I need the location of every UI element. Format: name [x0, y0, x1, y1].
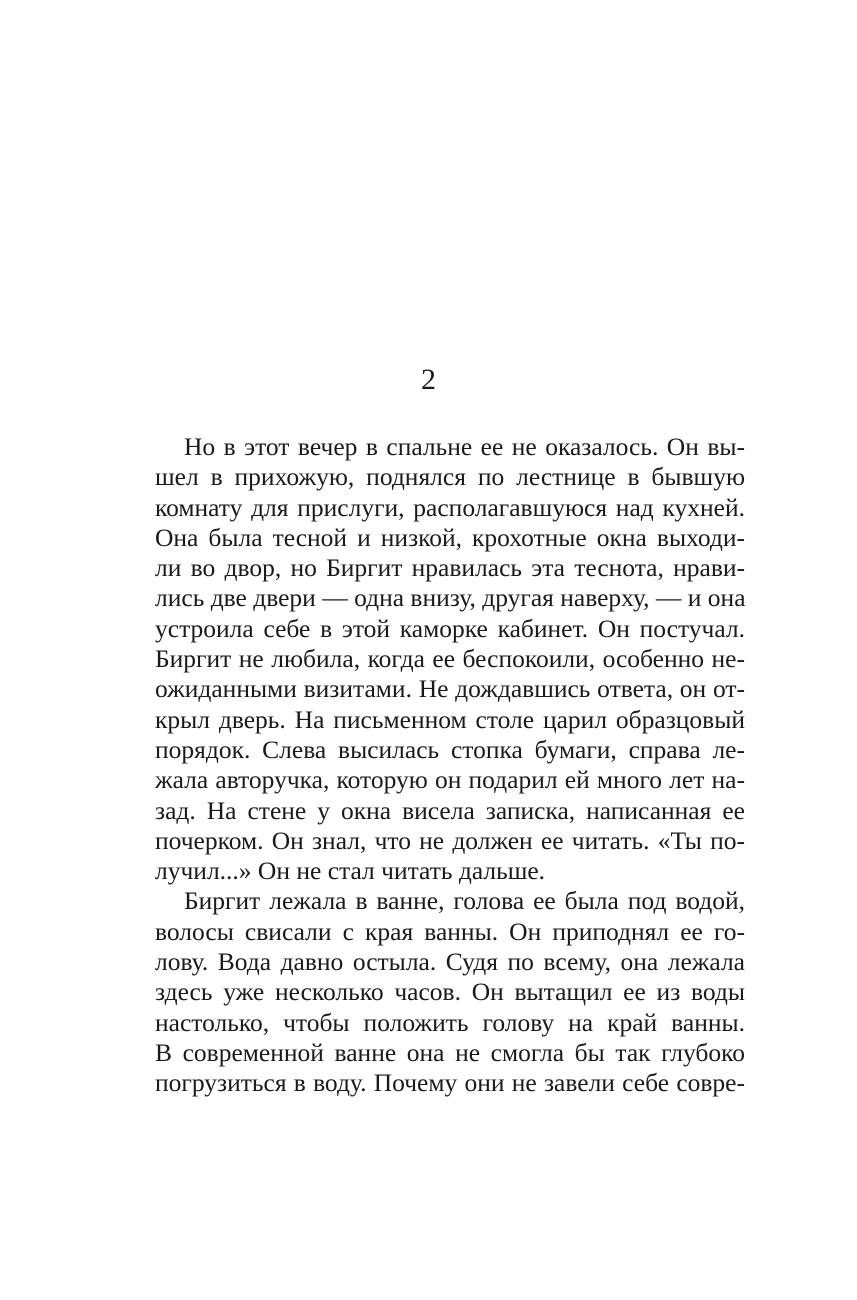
text-line: Она была тесной и низкой, крохотные окна выходи-	[155, 522, 745, 552]
text-line: В современной ванне она не смогла бы так глубоко	[155, 1037, 745, 1067]
text-line: ожиданными визитами. Не дождавшись ответа, он от-	[155, 674, 745, 704]
text-line: волосы свисали с края ванны. Он приподнял ее го-	[155, 916, 745, 946]
text-line: Биргит не любила, когда ее беспокоили, особенно не-	[155, 644, 745, 674]
paragraph	[155, 432, 745, 886]
text-line: лучил...» Он не стал читать дальше.	[155, 856, 546, 886]
text-line: шел в прихожую, поднялся по лестнице в бывшую	[155, 462, 745, 492]
text-line: почерком. Он знал, что не должен ее читать. «Ты по-	[155, 825, 745, 855]
text-line: устроила себе в этой каморке кабинет. Он постучал.	[155, 613, 745, 643]
body-text	[155, 432, 745, 1099]
text-line: крыл дверь. На письменном столе царил образцовый	[155, 704, 745, 734]
text-line: лись две двери — одна внизу, другая наверху, — и она	[155, 583, 746, 613]
paragraph	[155, 886, 745, 1098]
text-line: настолько, чтобы положить голову на край ванны.	[155, 1007, 745, 1037]
text-line: лову. Вода давно остыла. Судя по всему, она лежала	[155, 947, 745, 977]
text-line: ли во двор, но Биргит нравилась эта теснота, нрави-	[155, 553, 745, 583]
text-line: Но в этот вечер в спальне ее не оказалось. Он вы-	[184, 432, 745, 461]
text-line: погрузиться в воду. Почему они не завели себе совре-	[155, 1068, 745, 1098]
text-line: комнату для прислуги, располагавшуюся над кухней.	[155, 492, 745, 522]
text-line: зад. На стене у окна висела записка, написанная ее	[155, 795, 745, 825]
chapter-number: 2	[421, 363, 436, 396]
text-line: жала авторучка, которую он подарил ей много лет на-	[155, 765, 745, 795]
text-line: здесь уже несколько часов. Он вытащил ее из воды	[155, 977, 745, 1007]
text-line: Биргит лежала в ванне, голова ее была под водой,	[184, 886, 745, 916]
text-line: порядок. Слева высилась стопка бумаги, справа ле-	[155, 734, 745, 764]
